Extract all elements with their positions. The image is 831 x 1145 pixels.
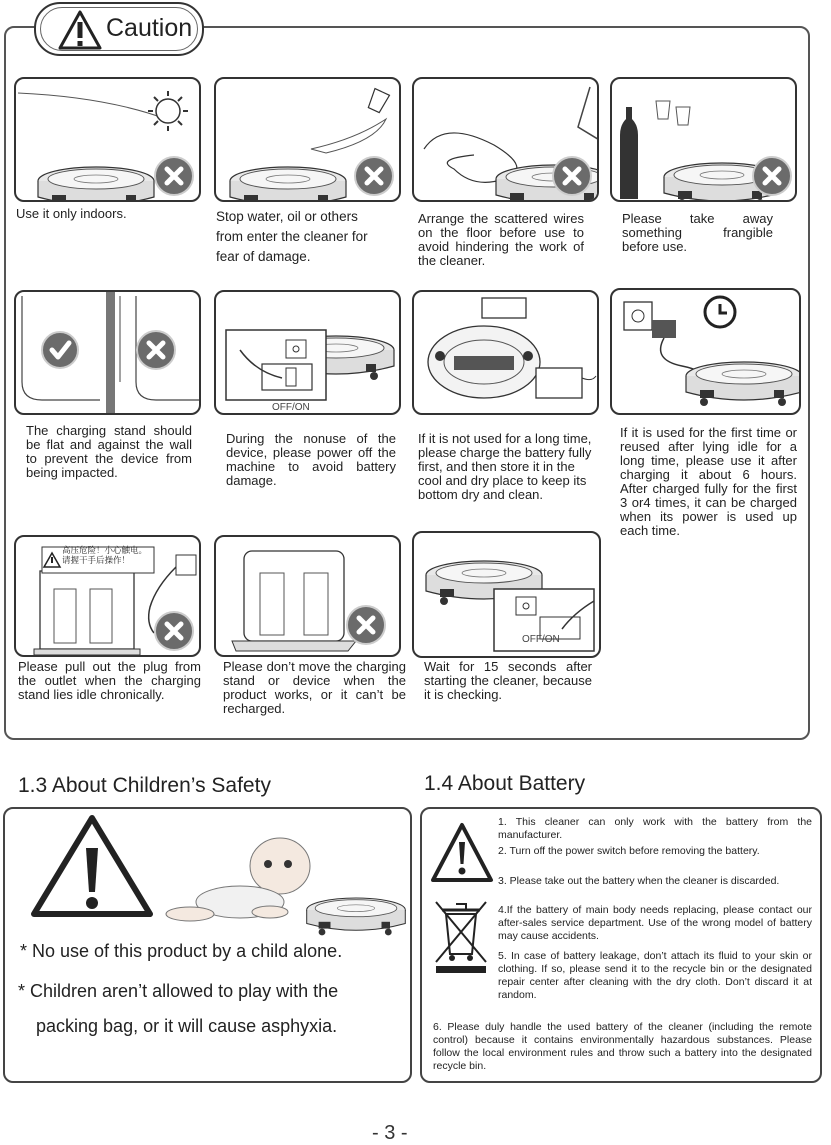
bottle-icon: [620, 107, 638, 199]
caption-power-off: During the nonuse of the device, please power off the machine to avoid battery damage.: [226, 431, 396, 488]
caption-storage: If it is not used for a long time, please charge the battery fully first, and then store it in the cool and dry place to keep its bottom dry and clean.: [418, 431, 592, 502]
stand-placement-illustration: [16, 292, 201, 415]
large-warning-icon: [30, 814, 154, 918]
battery-item-5: 5. In case of battery leakage, don’t attach its fluid to your skin or clothing. If so, please send it to the recycle bin or the designated repair center after cleaning with the dry cloth. Don’t discard it at random.: [498, 950, 812, 1001]
panel-power-off: [214, 290, 401, 415]
liquid-spill-illustration: [216, 79, 401, 202]
children-rule-2-cont: packing bag, or it will cause asphyxia.: [36, 1016, 338, 1036]
caption-charging-stand: The charging stand should be flat and against the wall to prevent the device from being impacted.: [26, 423, 192, 480]
battery-title: 1.4 About Battery: [424, 772, 586, 795]
warning-triangle-icon: [58, 10, 102, 50]
panel-first-charge: [610, 288, 801, 415]
clock-icon: [705, 297, 735, 327]
children-rule-1: * No use of this product by a child alone.: [20, 941, 343, 961]
panel-wait: [412, 531, 601, 658]
children-rule-2: * Children aren’t allowed to play with the: [18, 981, 339, 1001]
panel-wires: [412, 77, 599, 202]
panel-charging-stand: [14, 290, 201, 415]
panel-indoors: [14, 77, 201, 202]
off-on-label: OFF/ON: [272, 402, 310, 413]
caution-title: Caution: [106, 14, 193, 42]
cup-icon: [367, 89, 390, 114]
battery-item-6: 6. Please duly handle the used battery of the cleaner (including the remote control) because it contains environmentally hazardous substances. Please follow the local environment rules and throw such a battery into the designated recycle bin.: [433, 1021, 812, 1072]
caption-frangible: Please take away something frangible before use.: [622, 211, 773, 254]
battery-item-1: 1. This cleaner can only work with the battery from the manufacturer.: [498, 816, 812, 841]
caption-indoors: Use it only indoors.: [16, 206, 127, 221]
battery-storage-illustration: [414, 292, 599, 415]
sun-icon: [148, 91, 188, 131]
panel-frangible: [610, 77, 797, 202]
charging-dock-illustration: [216, 537, 401, 657]
scattered-wires-illustration: [414, 79, 599, 202]
caption-no-move: Please don’t move the charging stand or device when the product works, or it can’t be recharged.: [223, 659, 406, 716]
baby-icon: [166, 838, 310, 921]
caption-liquid: Stop water, oil or others from enter the cleaner for fear of damage.: [216, 209, 368, 264]
battery-item-3: 3. Please take out the battery when the cleaner is discarded.: [498, 875, 780, 887]
frangible-items-illustration: [612, 79, 797, 202]
off-on-label-2: OFF/ON: [522, 634, 560, 645]
children-safety-title: 1.3 About Children’s Safety: [18, 774, 271, 797]
battery-warning-icon: [430, 822, 494, 884]
panel-storage: [412, 290, 599, 415]
caption-first-charge: If it is used for the first time or reused after lying idle for a long time, please use it after charging it about 6 hours. After charged fully for the first 3 or4 times, it can be charged when its power is used up each time.: [620, 425, 797, 538]
caption-wait: Wait for 15 seconds after starting the cleaner, because it is checking.: [424, 659, 592, 702]
caption-unplug: Please pull out the plug from the outlet when the charging stand lies idle chronically.: [18, 659, 201, 702]
baby-and-robot-illustration: [160, 832, 410, 944]
check-mark-icon: [42, 332, 78, 368]
panel-no-move: [214, 535, 401, 657]
battery-item-2: 2. Turn off the power switch before removing the battery.: [498, 845, 760, 857]
battery-item-4: 4.If the battery of main body needs replacing, please contact our after-sales service department. Use of the wrong model of battery may cause accidents.: [498, 904, 812, 942]
outlet-icon: [624, 302, 652, 330]
charging-illustration: [612, 290, 801, 415]
recycle-bin-crossed-icon: [430, 896, 492, 974]
battery-icon: [482, 298, 526, 318]
indoor-robot-illustration: [16, 79, 201, 202]
panel-liquid: [214, 77, 401, 202]
caption-wires: Arrange the scattered wires on the floor before use to avoid hindering the work of the cleaner.: [418, 211, 584, 268]
page-number: - 3 -: [372, 1122, 408, 1144]
power-switch-illustration: [216, 292, 401, 415]
warning-sticker-text: 高压危险！小心触电。 请握干手后操作！: [62, 545, 148, 565]
startup-switch-illustration: [414, 533, 601, 658]
